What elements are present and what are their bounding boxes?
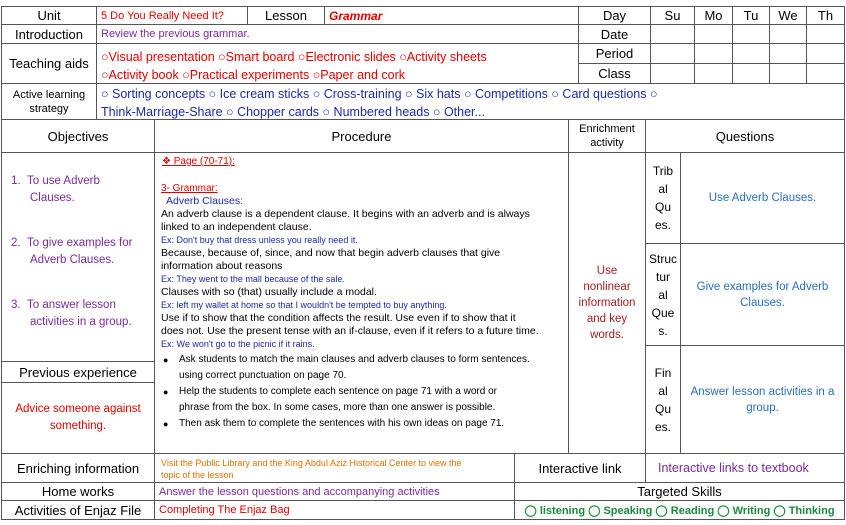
procedure-text: Because, because of, since, and now that begin adverb clauses that give [161, 247, 501, 259]
unit-value: 5 Do You Really Need It? [96, 6, 248, 25]
procedure-text: information about reasons [161, 260, 283, 272]
home-works-label: Home works [1, 482, 155, 501]
procedure-bullet: ● Ask students to match the main clauses and adverb clauses to form sentences. using correct punctuation on page 70. [161, 352, 568, 384]
enriching-info-value: Visit the Public Library and the King Abdul Aziz Historical Center to view the topic of the lesson [154, 453, 515, 483]
class-label: Class [578, 63, 651, 84]
targeted-skills-label: Targeted Skills [514, 482, 845, 501]
procedure-text: Use if to show that the condition affects the result. Use even if to show that it [161, 312, 516, 324]
enrichment-activity: Use nonlinear information and key words. [568, 152, 646, 454]
targeted-skills-options: ◯ listening ◯ Speaking ◯ Reading ◯ Writing ◯ Thinking [514, 500, 845, 520]
procedure-header: Procedure [154, 119, 569, 153]
date-cell-tu [732, 24, 770, 44]
teaching-aids-options [96, 43, 579, 84]
objective-item: 1. To use Adverb Clauses. [11, 175, 100, 204]
period-cell-su [650, 43, 695, 64]
enjaz-label: Activities of Enjaz File [1, 500, 155, 520]
interactive-link-label: Interactive link [514, 453, 646, 483]
period-cell-tu [732, 43, 770, 64]
active-learning-options [96, 83, 845, 120]
lesson-value: Grammar [324, 6, 579, 25]
day-th: Th [806, 6, 845, 25]
objectives-header: Objectives [1, 119, 155, 153]
question-final-text: Answer lesson activities in a group. [680, 345, 845, 454]
day-we: We [769, 6, 807, 25]
home-works-value: Answer the lesson questions and accompanying activities [154, 482, 515, 501]
class-cell-we [769, 63, 807, 84]
period-cell-we [769, 43, 807, 64]
procedure-text: Clauses with so (that) usually include a modal. [161, 286, 377, 298]
procedure-bullet: ● Help the students to complete each sentence on page 71 with a word or phrase from the box. In some cases, more than one answer is possible. [161, 384, 568, 416]
question-structural-text: Give examples for Adverb Clauses. [680, 243, 845, 346]
active-learning-label: Active learning strategy [1, 83, 97, 120]
class-cell-th [806, 63, 845, 84]
previous-experience-label: Previous experience [1, 361, 155, 383]
interactive-link-value[interactable]: Interactive links to textbook [645, 453, 845, 483]
date-cell-th [806, 24, 845, 44]
question-tribal-text: Use Adverb Clauses. [680, 152, 845, 244]
date-cell-su [650, 24, 695, 44]
question-type-structural: Struc tur al Que s. [645, 243, 681, 346]
procedure-section-title: 3- Grammar: [161, 183, 218, 194]
procedure-subsection-title: Adverb Clauses: [166, 195, 244, 207]
date-label: Date [578, 24, 651, 44]
class-cell-su [650, 63, 695, 84]
introduction-value: Review the previous grammar. [96, 24, 579, 44]
unit-label: Unit [1, 6, 97, 25]
enrichment-header: Enrichment activity [568, 119, 646, 153]
period-cell-mo [694, 43, 733, 64]
date-cell-we [769, 24, 807, 44]
day-su: Su [650, 6, 695, 25]
procedure-text: does not. Use the present tense with an if-clause, even if it refers to a future time. [161, 325, 539, 337]
enjaz-value: Completing The Enjaz Bag [154, 500, 515, 520]
class-cell-mo [694, 63, 733, 84]
teaching-aids-line2: ○Activity book ○Practical experiments ○Paper and cork [101, 68, 406, 82]
procedure-bullet: ● Then ask them to complete the sentences with his own ideas on page 71. [161, 416, 568, 432]
previous-experience-value: Advice someone against something. [1, 382, 155, 454]
procedure-page-ref: ❖ Page (70-71): [162, 156, 235, 167]
lesson-label: Lesson [247, 6, 325, 25]
teaching-aids-line1: ○Visual presentation ○Smart board ○Electronic slides ○Activity sheets [101, 50, 487, 64]
date-cell-mo [694, 24, 733, 44]
active-learning-line1: ○ Sorting concepts ○ Ice cream sticks ○ Cross-training ○ Six hats ○ Competitions ○ Card questions ○ [101, 87, 658, 101]
day-tu: Tu [732, 6, 770, 25]
period-cell-th [806, 43, 845, 64]
enriching-info-label: Enriching information [1, 453, 155, 483]
procedure-body [154, 152, 569, 454]
procedure-text: An adverb clause is a dependent clause. It begins with an adverb and is always [161, 208, 530, 220]
question-type-final: Fin al Qu es. [645, 345, 681, 454]
objective-item: 3. To answer lesson activities in a group. [11, 299, 132, 328]
question-type-tribal: Trib al Qu es. [645, 152, 681, 244]
introduction-label: Introduction [1, 24, 97, 44]
day-label: Day [578, 6, 651, 25]
day-mo: Mo [694, 6, 733, 25]
class-cell-tu [732, 63, 770, 84]
objectives-list [1, 152, 155, 362]
teaching-aids-label: Teaching aids [1, 43, 97, 84]
procedure-example: Ex: They went to the mall because of the sale. [161, 274, 345, 284]
procedure-example: Ex: Don't buy that dress unless you really need it. [161, 235, 358, 245]
objective-item: 2. To give examples for Adverb Clauses. [11, 237, 133, 266]
procedure-text: linked to an independent clause. [161, 221, 312, 233]
period-label: Period [578, 43, 651, 64]
questions-header: Questions [645, 119, 845, 153]
procedure-example: Ex: We won't go to the picnic if it rains. [161, 339, 315, 349]
active-learning-line2: Think-Marriage-Share ○ Chopper cards ○ Numbered heads ○ Other... [101, 105, 485, 119]
procedure-example: Ex: left my wallet at home so that I wouldn't be tempted to buy anything. [161, 300, 447, 310]
